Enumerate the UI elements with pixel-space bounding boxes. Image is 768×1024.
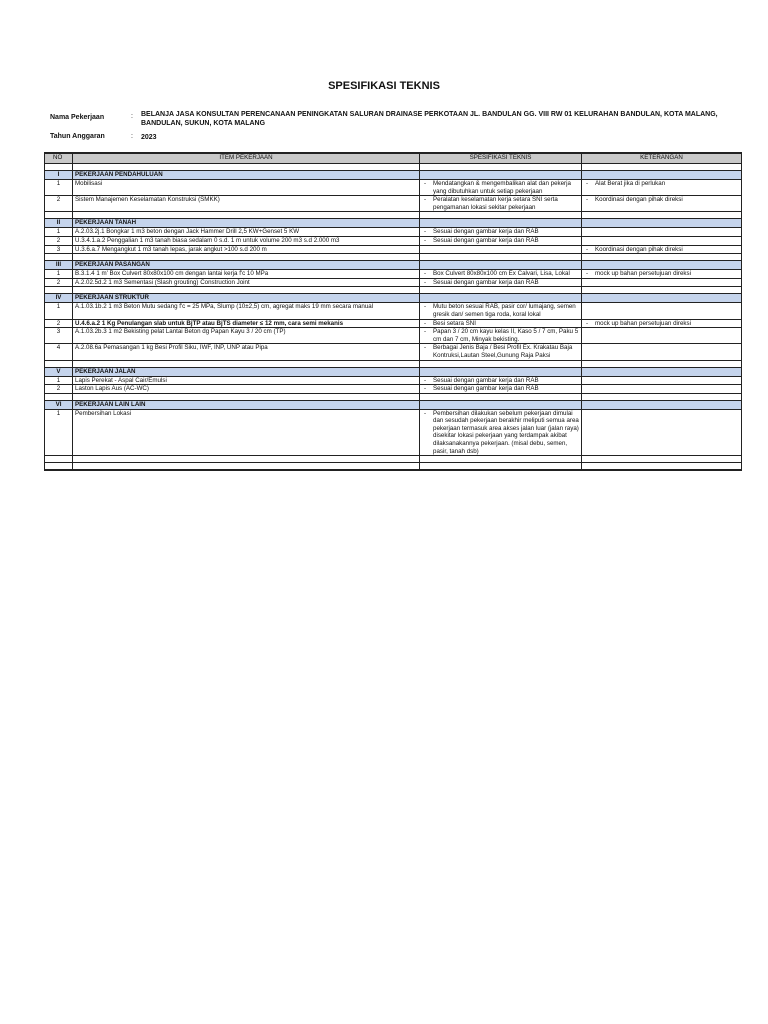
bullet-dash: - [586, 319, 589, 327]
row-note [582, 236, 742, 245]
spacer-cell [420, 254, 582, 261]
cell-text: Mendatangkan & mengembalikan alat dan pekerja yang dibutuhkan untuk setiap pekerjaan [433, 180, 571, 195]
header-note: KETERANGAN [582, 153, 742, 164]
section-row [45, 367, 742, 376]
spacer-cell [45, 164, 73, 171]
row-note [582, 319, 742, 328]
row-item: A.1.03.1b.2 1 m3 Beton Mutu sedang f'c = 25 MPa, Slump (10±2,5) cm, agregat maks 19 mm secara manual [73, 303, 420, 319]
row-item: Sistem Manajemen Keselamatan Konstruksi (SMKK) [73, 196, 420, 212]
row-item: A.2.03.2j.1 Bongkar 1 m3 beton dengan Jack Hammer Drill 2,5 KW+Genset 5 KW [73, 228, 420, 237]
row-spec [420, 303, 582, 319]
spacer-cell [420, 164, 582, 171]
section-no: III [45, 261, 73, 270]
bullet-dash: - [586, 270, 589, 278]
row-note [582, 344, 742, 360]
section-no: V [45, 367, 73, 376]
bullet-dash: - [424, 278, 427, 286]
meta-year-value: 2023 [141, 134, 157, 141]
row-spec [420, 376, 582, 385]
table-row [45, 344, 742, 360]
row-note [582, 270, 742, 279]
row-note [582, 303, 742, 319]
row-no: 2 [45, 319, 73, 328]
row-spec [420, 319, 582, 328]
spacer-cell [420, 463, 582, 471]
spacer-cell [73, 456, 420, 463]
section-title: PEKERJAAN STRUKTUR [73, 294, 420, 303]
bullet-dash: - [424, 376, 427, 384]
bullet-dash: - [424, 328, 427, 336]
table-row [45, 319, 742, 328]
spacer-cell [73, 254, 420, 261]
row-no: 1 [45, 228, 73, 237]
row-item: Laston Lapis Aus (AC-WC) [73, 385, 420, 394]
section-title: PEKERJAAN PASANGAN [73, 261, 420, 270]
table-row [45, 385, 742, 394]
row-spec [420, 344, 582, 360]
cell-text: Koordinasi dengan pihak direksi [595, 196, 683, 204]
cell-text: Box Culvert 80x80x100 cm Ex Calvari, Lisa, Lokal [433, 270, 570, 278]
row-no: 1 [45, 376, 73, 385]
row-item: U.3.4.1.a.2 Penggalian 1 m3 tanah biasa sedalam 0 s.d. 1 m untuk volume 200 m3 s.d 2.000 m3 [73, 236, 420, 245]
bullet-dash: - [424, 409, 427, 417]
section-cell [420, 367, 582, 376]
section-row [45, 400, 742, 409]
section-cell [420, 171, 582, 180]
spacer-cell [582, 463, 742, 471]
row-item: U.4.6.a.2 1 Kg Penulangan slab untuk BjTP atau BjTS diameter ≤ 12 mm, cara semi mekanis [73, 319, 420, 328]
spacer-cell [420, 212, 582, 219]
spacer-cell [45, 212, 73, 219]
spacer-row [45, 287, 742, 294]
section-cell [582, 367, 742, 376]
row-spec [420, 180, 582, 196]
bullet-dash: - [424, 236, 427, 244]
table-row [45, 180, 742, 196]
table-body [45, 164, 742, 471]
section-cell [582, 294, 742, 303]
section-title: PEKERJAAN LAIN LAIN [73, 400, 420, 409]
spacer-cell [73, 212, 420, 219]
row-item: B.3.1.4 1 m' Box Culvert 80x80x100 cm dengan lantai kerja f'c 10 MPa [73, 270, 420, 279]
section-no: II [45, 219, 73, 228]
bullet-dash: - [424, 196, 427, 204]
section-title: PEKERJAAN TANAH [73, 219, 420, 228]
spacer-cell [73, 393, 420, 400]
spacer-row [45, 212, 742, 219]
row-item: A.2.02.5d.2 1 m3 Sementasi (Slash grouting) Construction Joint [73, 278, 420, 287]
cell-text: Berbagai Jenis Baja / Besi Profil Ex. Krakatau Baja Kontruksi,Lautan Steel,Gunung Raja Paksi [433, 344, 573, 359]
section-cell [420, 294, 582, 303]
cell-text: Sesuai dengan gambar kerja dan RAB [433, 278, 539, 286]
spacer-cell [420, 287, 582, 294]
row-no: 1 [45, 409, 73, 456]
section-no: I [45, 171, 73, 180]
row-no: 1 [45, 270, 73, 279]
spacer-cell [45, 360, 73, 367]
row-item: U.3.6.a.7 Mengangkut 1 m3 tanah lepas, jarak angkut >100 s.d 200 m [73, 245, 420, 254]
cell-text: Peralatan keselamatan kerja setara SNI serta pengamanan lokasi sekitar pekerjaan [433, 196, 558, 211]
cell-text: Sesuai dengan gambar kerja dan RAB [433, 376, 539, 384]
meta-project-value: BELANJA JASA KONSULTAN PERENCANAAN PENINGKATAN SALURAN DRAINASE PERKOTAAN JL. BANDULAN GG. VIII RW 01 KELURAHAN BANDULAN, KOTA MALANG, BANDULAN, SUKUN, KOTA MALANG [141, 111, 718, 127]
row-note [582, 409, 742, 456]
row-no: 2 [45, 278, 73, 287]
table-row [45, 228, 742, 237]
section-cell [582, 261, 742, 270]
spacer-cell [582, 212, 742, 219]
section-no: IV [45, 294, 73, 303]
table-row [45, 376, 742, 385]
row-spec [420, 328, 582, 344]
spacer-cell [45, 254, 73, 261]
row-note [582, 245, 742, 254]
section-cell [420, 261, 582, 270]
section-row [45, 219, 742, 228]
cell-text: Alat Berat jika di perlukan [595, 180, 666, 187]
bullet-dash: - [424, 319, 427, 327]
bullet-dash: - [586, 245, 589, 253]
row-spec [420, 236, 582, 245]
section-cell [582, 171, 742, 180]
row-item: A.2.08.6a Pemasangan 1 kg Besi Profil Siku, IWF, INP, UNP atau Pipa [73, 344, 420, 360]
cell-text: Papan 3 / 20 cm kayu kelas II, Kaso 5 / 7 cm, Paku 5 cm dan 7 cm, Minyak bekisting. [433, 328, 579, 343]
bullet-dash: - [586, 196, 589, 204]
row-spec [420, 278, 582, 287]
cell-text: Pembersihan dilakukan sebelum pekerjaan dimulai dan sesudah pekerjaan berakhir meliputi semua area pekerjaan termasuk area akses jalan luar (jalan raya) disekitar lokasi pekerjaan yang terdampak akibat dilaksanakannya pekerjaan. (misal debu, semen, pasir, tanah dsb) [433, 409, 579, 455]
meta-year-colon: : [131, 133, 133, 140]
spacer-cell [582, 287, 742, 294]
header-item: ITEM PEKERJAAN [73, 153, 420, 164]
row-spec [420, 385, 582, 394]
row-spec [420, 228, 582, 237]
cell-text: mock up bahan persetujuan direksi [595, 270, 691, 278]
bullet-dash: - [424, 303, 427, 311]
section-cell [582, 400, 742, 409]
row-no: 3 [45, 328, 73, 344]
spacer-cell [45, 393, 73, 400]
cell-text: Mutu beton sesuai RAB, pasir cor/ lumajang, semen gresik dan/ semen tiga roda, koral lokal [433, 303, 576, 318]
spacer-cell [582, 254, 742, 261]
spacer-row [45, 360, 742, 367]
row-no: 1 [45, 180, 73, 196]
bullet-dash: - [424, 385, 427, 393]
bullet-dash: - [424, 180, 427, 187]
row-item: Lapis Perekat - Aspal Cair/Emulsi [73, 376, 420, 385]
meta-year-label: Tahun Anggaran [50, 133, 105, 140]
header-spec: SPESIFIKASI TEKNIS [420, 153, 582, 164]
section-title: PEKERJAAN PENDAHULUAN [73, 171, 420, 180]
spacer-cell [73, 360, 420, 367]
row-item: Mobilisasi [73, 180, 420, 196]
meta-project-colon: : [131, 113, 133, 120]
row-item: Pembersihan Lokasi [73, 409, 420, 456]
spacer-cell [420, 360, 582, 367]
row-note [582, 328, 742, 344]
table-row [45, 196, 742, 212]
cell-text: Sesuai dengan gambar kerja dan RAB [433, 236, 539, 244]
table-row [45, 278, 742, 287]
row-spec [420, 196, 582, 212]
section-cell [420, 400, 582, 409]
bullet-dash: - [424, 228, 427, 236]
spacer-row [45, 463, 742, 471]
row-note [582, 385, 742, 394]
spacer-cell [73, 463, 420, 471]
section-cell [420, 219, 582, 228]
row-note [582, 180, 742, 196]
spacer-cell [45, 456, 73, 463]
spacer-cell [420, 456, 582, 463]
row-item: A.1.03.2b.3 1 m2 Bekisting pelat Lantai Beton dg Papan Kayu 3 / 20 cm (TP) [73, 328, 420, 344]
spacer-cell [420, 393, 582, 400]
spacer-cell [582, 393, 742, 400]
section-row [45, 171, 742, 180]
cell-text: Koordinasi dengan pihak direksi [595, 245, 683, 253]
table-row [45, 270, 742, 279]
row-spec [420, 245, 582, 254]
page-title: SPESIFIKASI TEKNIS [328, 80, 440, 92]
cell-text: Sesuai dengan gambar kerja dan RAB [433, 228, 539, 236]
spacer-cell [582, 360, 742, 367]
table-row [45, 409, 742, 456]
bullet-dash: - [424, 270, 427, 278]
spec-table [44, 152, 742, 471]
row-spec [420, 270, 582, 279]
row-no: 2 [45, 196, 73, 212]
table-header-row [45, 153, 742, 164]
spacer-row [45, 164, 742, 171]
table-row [45, 245, 742, 254]
row-spec [420, 409, 582, 456]
spacer-row [45, 393, 742, 400]
spacer-row [45, 254, 742, 261]
spacer-cell [582, 456, 742, 463]
row-no: 3 [45, 245, 73, 254]
section-row [45, 294, 742, 303]
section-title: PEKERJAAN JALAN [73, 367, 420, 376]
row-note [582, 228, 742, 237]
row-note [582, 278, 742, 287]
meta-project-label: Nama Pekerjaan [50, 114, 105, 121]
row-note [582, 196, 742, 212]
row-no: 2 [45, 236, 73, 245]
row-note [582, 376, 742, 385]
row-no: 1 [45, 303, 73, 319]
spacer-cell [45, 287, 73, 294]
section-cell [582, 219, 742, 228]
spacer-cell [73, 287, 420, 294]
cell-text: Besi setara SNI [433, 319, 476, 327]
row-no: 2 [45, 385, 73, 394]
spacer-cell [73, 164, 420, 171]
bullet-dash: - [424, 344, 427, 352]
spacer-cell [45, 463, 73, 471]
spacer-row [45, 456, 742, 463]
header-no: NO [45, 153, 73, 164]
table-row [45, 328, 742, 344]
section-row [45, 261, 742, 270]
cell-text: mock up bahan persetujuan direksi [595, 319, 691, 327]
section-no: VI [45, 400, 73, 409]
table-row [45, 236, 742, 245]
bullet-dash: - [586, 180, 589, 187]
spacer-cell [582, 164, 742, 171]
table-row [45, 303, 742, 319]
cell-text: Sesuai dengan gambar kerja dan RAB [433, 385, 539, 393]
row-no: 4 [45, 344, 73, 360]
